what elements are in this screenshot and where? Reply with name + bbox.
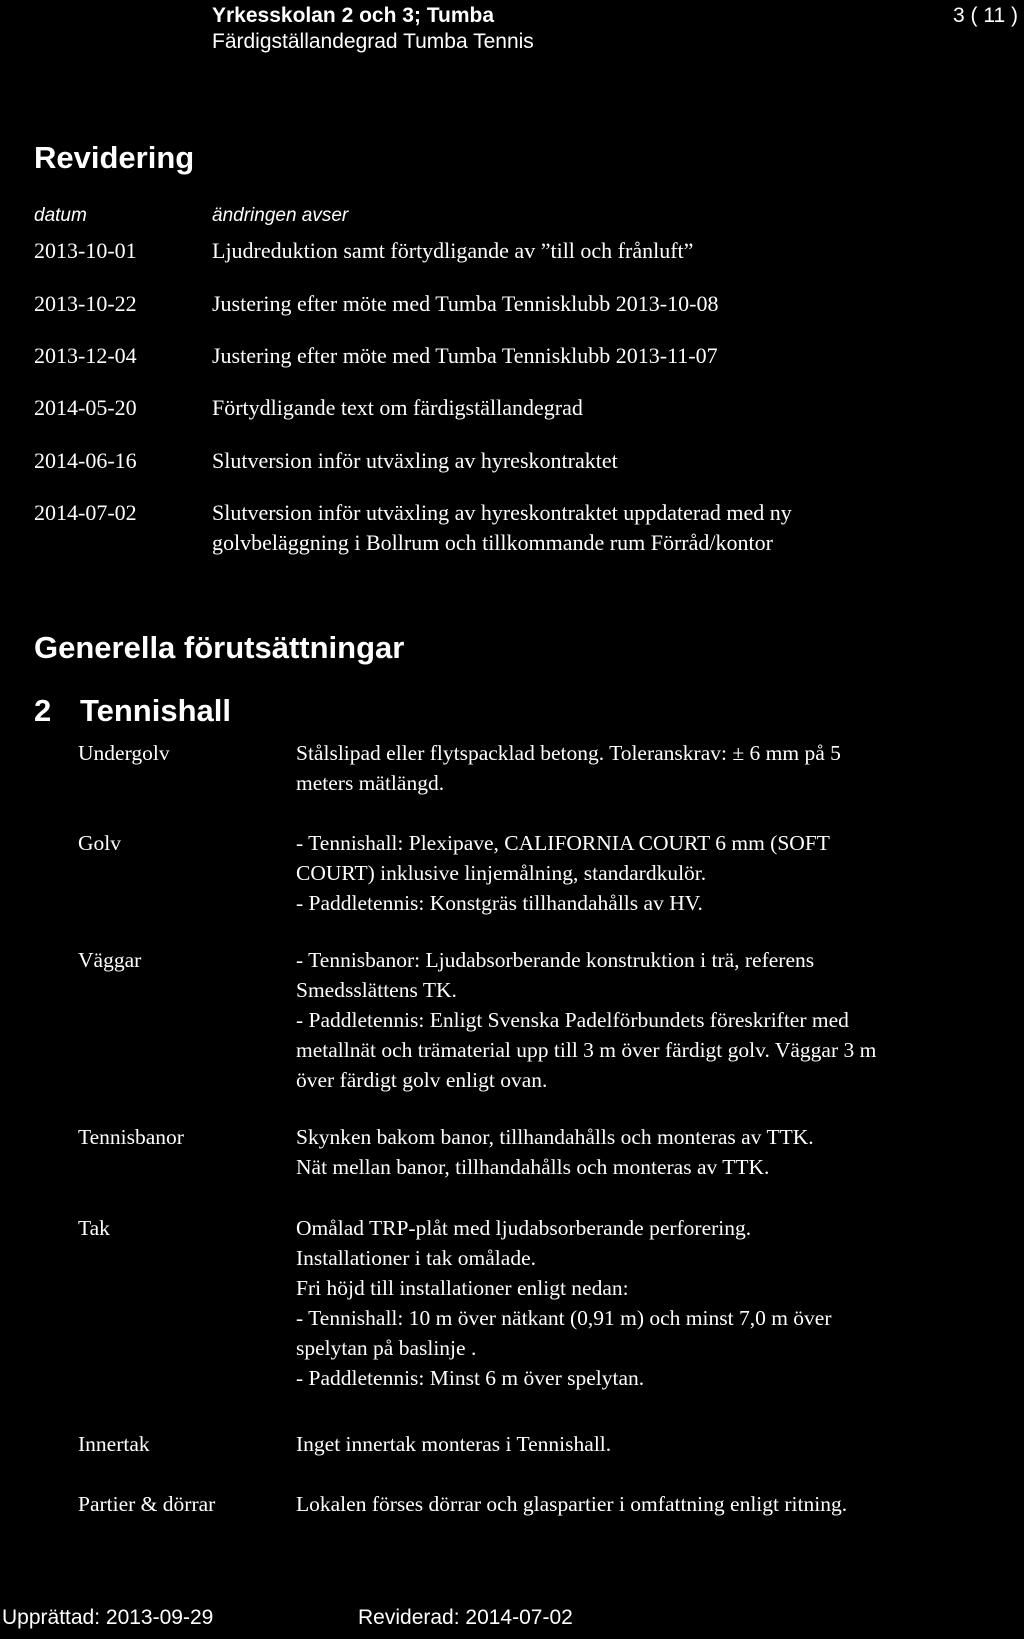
revision-date: 2014-06-16 bbox=[34, 448, 137, 473]
spec-text bbox=[296, 1429, 976, 1459]
spec-text bbox=[296, 1489, 976, 1519]
spec-line: Installationer i tak omålade. bbox=[296, 1246, 536, 1270]
spec-label: Innertak bbox=[78, 1432, 150, 1456]
revision-col-date: datum bbox=[34, 205, 87, 226]
spec-line: Lokalen förses dörrar och glaspartier i omfattning enligt ritning. bbox=[296, 1492, 848, 1516]
section-heading bbox=[34, 693, 231, 729]
spec-text bbox=[296, 1122, 976, 1182]
document-subtitle: Färdigställandegrad Tumba Tennis bbox=[212, 30, 534, 53]
spec-line: - Tennisbanor: Ljudabsorberande konstruktion i trä, referens bbox=[296, 948, 815, 972]
general-heading: Generella förutsättningar bbox=[34, 630, 405, 665]
spec-line: COURT) inklusive linjemålning, standardkulör. bbox=[296, 861, 707, 885]
footer-revised-date: Reviderad: 2014-07-02 bbox=[358, 1606, 573, 1629]
revision-change-line: Justering efter möte med Tumba Tennisklubb 2013-10-08 bbox=[212, 291, 719, 316]
revision-date: 2013-10-01 bbox=[34, 238, 137, 263]
spec-line: över färdigt golv enligt ovan. bbox=[296, 1068, 548, 1092]
revision-date: 2013-12-04 bbox=[34, 343, 137, 368]
section-number: 2 bbox=[34, 693, 52, 728]
section-title: Tennishall bbox=[80, 693, 232, 728]
spec-text bbox=[296, 945, 976, 1095]
revision-change-line: Slutversion inför utväxling av hyreskontraktet uppdaterad med ny bbox=[212, 500, 792, 525]
page-number: 3 ( 11 ) bbox=[953, 4, 1018, 27]
spec-line: Smedsslättens TK. bbox=[296, 978, 457, 1002]
spec-label: Partier & dörrar bbox=[78, 1492, 216, 1516]
revision-change bbox=[212, 498, 972, 558]
revision-change bbox=[212, 393, 972, 423]
spec-line: - Paddletennis: Enligt Svenska Padelförbundets föreskrifter med bbox=[296, 1008, 849, 1032]
spec-line: meters mätlängd. bbox=[296, 771, 445, 795]
spec-line: - Paddletennis: Konstgräs tillhandahålls av HV. bbox=[296, 891, 703, 915]
revision-date: 2013-10-22 bbox=[34, 291, 137, 316]
spec-text bbox=[296, 828, 976, 918]
revision-change-line: Ljudreduktion samt förtydligande av ”till och frånluft” bbox=[212, 238, 694, 263]
spec-line: - Tennishall: 10 m över nätkant (0,91 m) och minst 7,0 m över bbox=[296, 1306, 832, 1330]
spec-label: Tennisbanor bbox=[78, 1125, 184, 1149]
revision-change-line: Justering efter möte med Tumba Tennisklubb 2013-11-07 bbox=[212, 343, 718, 368]
spec-line: spelytan på baslinje . bbox=[296, 1336, 477, 1360]
spec-label: Väggar bbox=[78, 948, 142, 972]
spec-line: Omålad TRP-plåt med ljudabsorberande perforering. bbox=[296, 1216, 752, 1240]
revision-change bbox=[212, 341, 972, 371]
revision-change bbox=[212, 289, 972, 319]
document-organization: Yrkesskolan 2 och 3; Tumba bbox=[212, 4, 495, 27]
spec-line: Inget innertak monteras i Tennishall. bbox=[296, 1432, 612, 1456]
revision-date: 2014-07-02 bbox=[34, 500, 137, 525]
spec-line: Fri höjd till installationer enligt nedan: bbox=[296, 1276, 629, 1300]
revision-col-change: ändringen avser bbox=[212, 205, 349, 226]
spec-line: Skynken bakom banor, tillhandahålls och monteras av TTK. bbox=[296, 1125, 814, 1149]
revision-change-line: Slutversion inför utväxling av hyreskontraktet bbox=[212, 448, 618, 473]
revision-change-line: golvbeläggning i Bollrum och tillkommande rum Förråd/kontor bbox=[212, 530, 773, 555]
revision-change-line: Förtydligande text om färdigställandegrad bbox=[212, 395, 583, 420]
spec-line: Stålslipad eller flytspacklad betong. Toleranskrav: ± 6 mm på 5 bbox=[296, 741, 841, 765]
spec-line: - Tennishall: Plexipave, CALIFORNIA COURT 6 mm (SOFT bbox=[296, 831, 830, 855]
spec-line: Nät mellan banor, tillhandahålls och monteras av TTK. bbox=[296, 1155, 770, 1179]
spec-label: Undergolv bbox=[78, 741, 170, 765]
spec-text bbox=[296, 738, 976, 798]
spec-label: Tak bbox=[78, 1216, 110, 1240]
revision-change bbox=[212, 446, 972, 476]
spec-line: metallnät och trämaterial upp till 3 m över färdigt golv. Väggar 3 m bbox=[296, 1038, 877, 1062]
spec-text bbox=[296, 1213, 976, 1393]
spec-label: Golv bbox=[78, 831, 121, 855]
revision-heading: Revidering bbox=[34, 140, 195, 175]
footer-created-date: Upprättad: 2013-09-29 bbox=[2, 1606, 214, 1629]
revision-date: 2014-05-20 bbox=[34, 395, 137, 420]
revision-change bbox=[212, 236, 972, 266]
spec-line: - Paddletennis: Minst 6 m över spelytan. bbox=[296, 1366, 645, 1390]
